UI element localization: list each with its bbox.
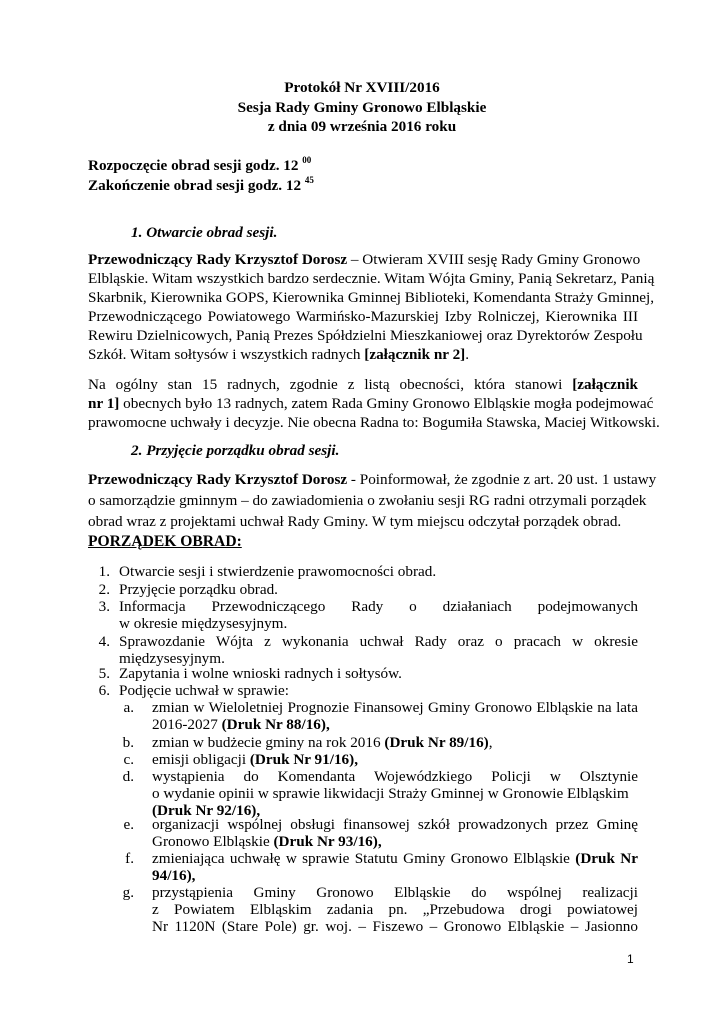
end-time: Zakończenie obrad sesji godz. 12 $^{45}$ xyxy=(88,174,314,194)
session-times xyxy=(88,156,314,195)
title-line-1: Protokół Nr XVIII/2016 xyxy=(284,79,440,96)
agenda-intro-paragraph: Przewodniczący Rady Krzysztof Dorosz - Poinformował, że zgodnie z art. 20 ust. 1 ustawy o samorządzie gminnym – do zawiadomienia o zwołaniu sesji RG radni otrzymali porządek obrad wraz z projektami uchwał Rady Gminy. W tym miejscu odczytał porządek obrad. xyxy=(88,471,657,530)
heading-1: 1. Otwarcie obrad sesji. xyxy=(131,224,278,241)
start-time: Rozpoczęcie obrad sesji godz. 12 $^{00}$ xyxy=(88,155,312,174)
agenda-title: PORZĄDEK OBRAD: xyxy=(88,533,242,550)
quorum-paragraph: Na ogólny stan 15 radnych, zgodnie z listą obecności, która stanowi [załącznik nr 1] obecnych było 13 radnych, zatem Rada Gminy Gronowo Elbląskie mogła podejmować prawomocne uchwały i decyzje. Nie obecna Radna to: Bogumiła Stawska, Maciej Witkowski. xyxy=(88,376,660,431)
heading-2: 2. Przyjęcie porządku obrad sesji. xyxy=(131,442,340,459)
document-title xyxy=(0,78,724,137)
opening-paragraph: Przewodniczący Rady Krzysztof Dorosz – Otwieram XVIII sesję Rady Gminy Gronowo Elbląskie. Witam wszystkich bardzo serdecznie. Witam Wójta Gminy, Panią Sekretarz, Panią Skarbnik, Kierownika GOPS, Kierownika Gminnej Biblioteki, Komendanta Straży Gminnej, Przewodniczącego Powiatowego Warmińsko-Mazurskiej Izby Rolniczej, Kierownika III Rewiru Dzielnicowych, Panią Prezes Spółdzielni Mieszkaniowej oraz Dyrektorów Zespołu Szkół. Witam sołtysów i wszystkich radnych [załącznik nr 2]. xyxy=(88,251,655,363)
document-page: Protokół Nr XVIII/2016 Sesja Rady Gminy Gronowo Elbląskie z dnia 09 września 2016 roku Rozpoczęcie obrad sesji godz. 12 $^{00}$ Zakończenie obrad sesji godz. 12 $^{45}$ 1. Otwarcie obrad sesji. Przewodniczący Rady Krzysztof Dorosz – Otwieram XVIII sesję Rady Gminy Gronowo Elbląskie. Witam wszystkich bardzo serdecznie. Witam Wójta Gminy, Panią Sekretarz, Panią Skarbnik, Kierownika GOPS, Kierownika Gminnej Biblioteki, Komendanta Straży Gminnej, Przewodniczącego Powiatowego Warmińsko-Mazurskiej Izby Rolniczej, Kierownika III Rewiru Dzielnicowych, Panią Prezes Spółdzielni Mieszkaniowej oraz Dyrektorów Zespołu Szkół. Witam sołtysów i wszystkich radnych [załącznik nr 2]. Na ogólny stan 15 radnych, zgodnie z listą obecności, która stanowi [załącznik nr 1] obecnych było 13 radnych, zatem Rada Gminy Gronowo Elbląskie mogła podejmować prawomocne uchwały i decyzje. Nie obecna Radna to: Bogumiła Stawska, Maciej Witkowski. 2. Przyjęcie porządku obrad sesji. Przewodniczący Rady Krzysztof Dorosz - Poinformował, że zgodnie z art. 20 ust. 1 ustawy o samorządzie gminnym – do zawiadomienia o zwołaniu sesji RG radni otrzymali porządek obrad wraz z projektami uchwał Rady Gminy. W tym miejscu odczytał porządek obrad. PORZĄDEK OBRAD: 1. Otwarcie sesji i stwierdzenie prawomocności obrad. 2. Przyjęcie porządku obrad. 3. Informacja Przewodniczącego Rady o działaniach podejmowanych w okresie międzysesyjnym. 4. Sprawozdanie Wójta z wykonania uchwał Rady oraz o pracach w okresie międzysesyjnym. 5. Zapytania i wolne wnioski radnych i sołtysów. 6. Podjęcie uchwał w sprawie: a. zmian w Wieloletniej Prognozie Finansowej Gminy Gronowo Elbląskie na lata 2016-2027 (Druk Nr 88/16), b. zmian w budżecie gminy na rok 2016 (Druk Nr 89/16), c. emisji obligacji (Druk Nr 91/16), d. wystąpienia do Komendanta Wojewódzkiego Policji w Olsztynie o wydanie opinii w sprawie likwidacji Straży Gminnej w Gronowie Elbląskim (Druk Nr 92/16), e. organizacji wspólnej obsługi finansowej szkół prowadzonych przez Gminę Gronowo Elbląskie (Druk Nr 93/16), f. zmieniająca uchwałę w sprawie Statutu Gminy Gronowo Elbląskie (Druk Nr 94/16), g. przystąpienia Gminy Gronowo Elbląskie do wspólnej realizacji z Powiatem Elbląskim zadania pn. „Przebudowa drogi powiatowej Nr 1120N (Stare Pole) gr. woj. – Fiszewo – Gronowo Elbląskie – Jasionno 1 xyxy=(0,0,724,1024)
title-line-2: Sesja Rady Gminy Gronowo Elbląskie xyxy=(237,98,487,116)
title-line-3: z dnia 09 września 2016 roku xyxy=(267,118,457,135)
page-number: 1 xyxy=(627,952,634,966)
